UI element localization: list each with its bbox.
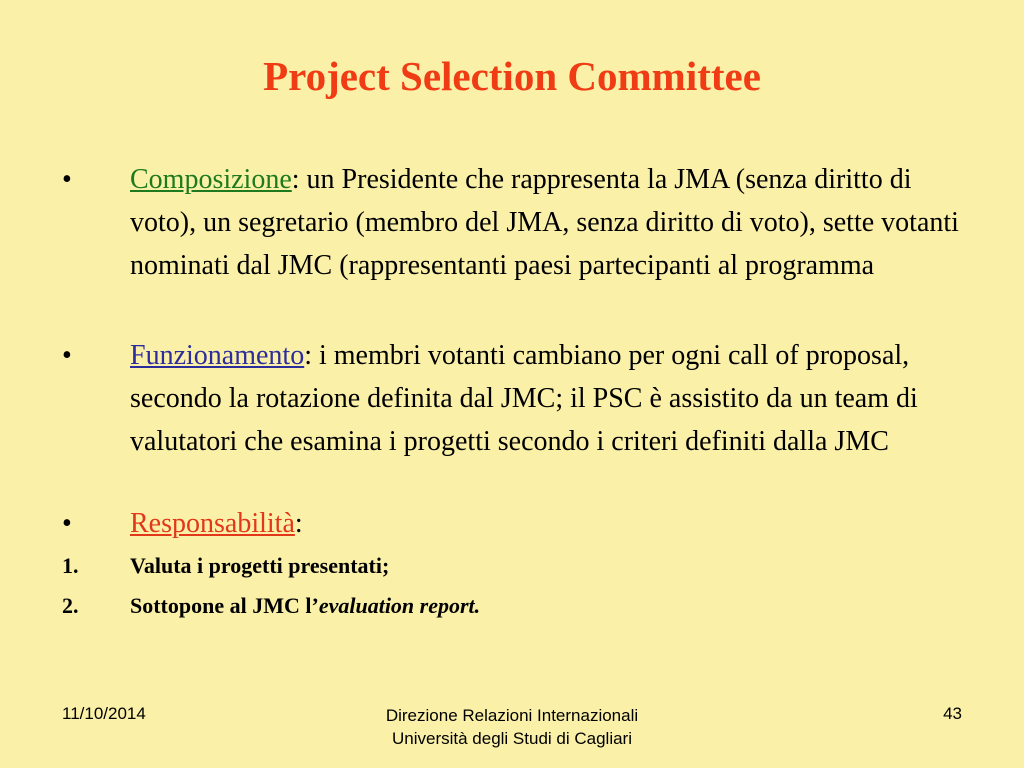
keyword-funzionamento: Funzionamento [130, 340, 305, 371]
bullet-marker: • [62, 164, 72, 195]
footer-institution [312, 704, 712, 750]
numbered-text-main: Sottopone al JMC l’ [130, 593, 319, 618]
number-marker: 2. [62, 593, 79, 618]
numbered-text: Valuta i progetti presentati; [130, 553, 390, 578]
numbered-text [130, 589, 970, 623]
footer-page-number: 43 [943, 704, 962, 723]
bullet-body: : i membri votanti cambiano per ogni call of proposal, secondo la rotazione definita dal JMC; il PSC è assistito da un team di valutatori che esamina i progetti secondo i criteri definiti dalla JMC [130, 340, 918, 457]
keyword-responsabilita: Responsabilità [130, 508, 295, 539]
number-marker: 1. [62, 553, 79, 578]
keyword-composizione: Composizione [130, 164, 292, 195]
bullet-text [130, 158, 970, 287]
footer-institution-line2: Università degli Studi di Cagliari [391, 729, 632, 748]
slide-title: Project Selection Committee [263, 53, 761, 99]
footer-institution-line1: Direzione Relazioni Internazionali [385, 706, 639, 725]
bullet-body: : [294, 508, 303, 539]
bullet-text [130, 502, 970, 545]
footer-date: 11/10/2014 [62, 704, 146, 723]
bullet-marker: • [62, 508, 72, 539]
bullet-body: : un Presidente che rappresenta la JMA (senza diritto di voto), un segretario (membro del JMA, senza diritto di voto), sette votanti nominati dal JMC (rappresentanti paesi partecipanti al programma [130, 164, 959, 281]
bullet-text [130, 334, 970, 463]
bullet-marker: • [62, 340, 72, 371]
numbered-text-italic: evaluation report. [318, 593, 481, 618]
